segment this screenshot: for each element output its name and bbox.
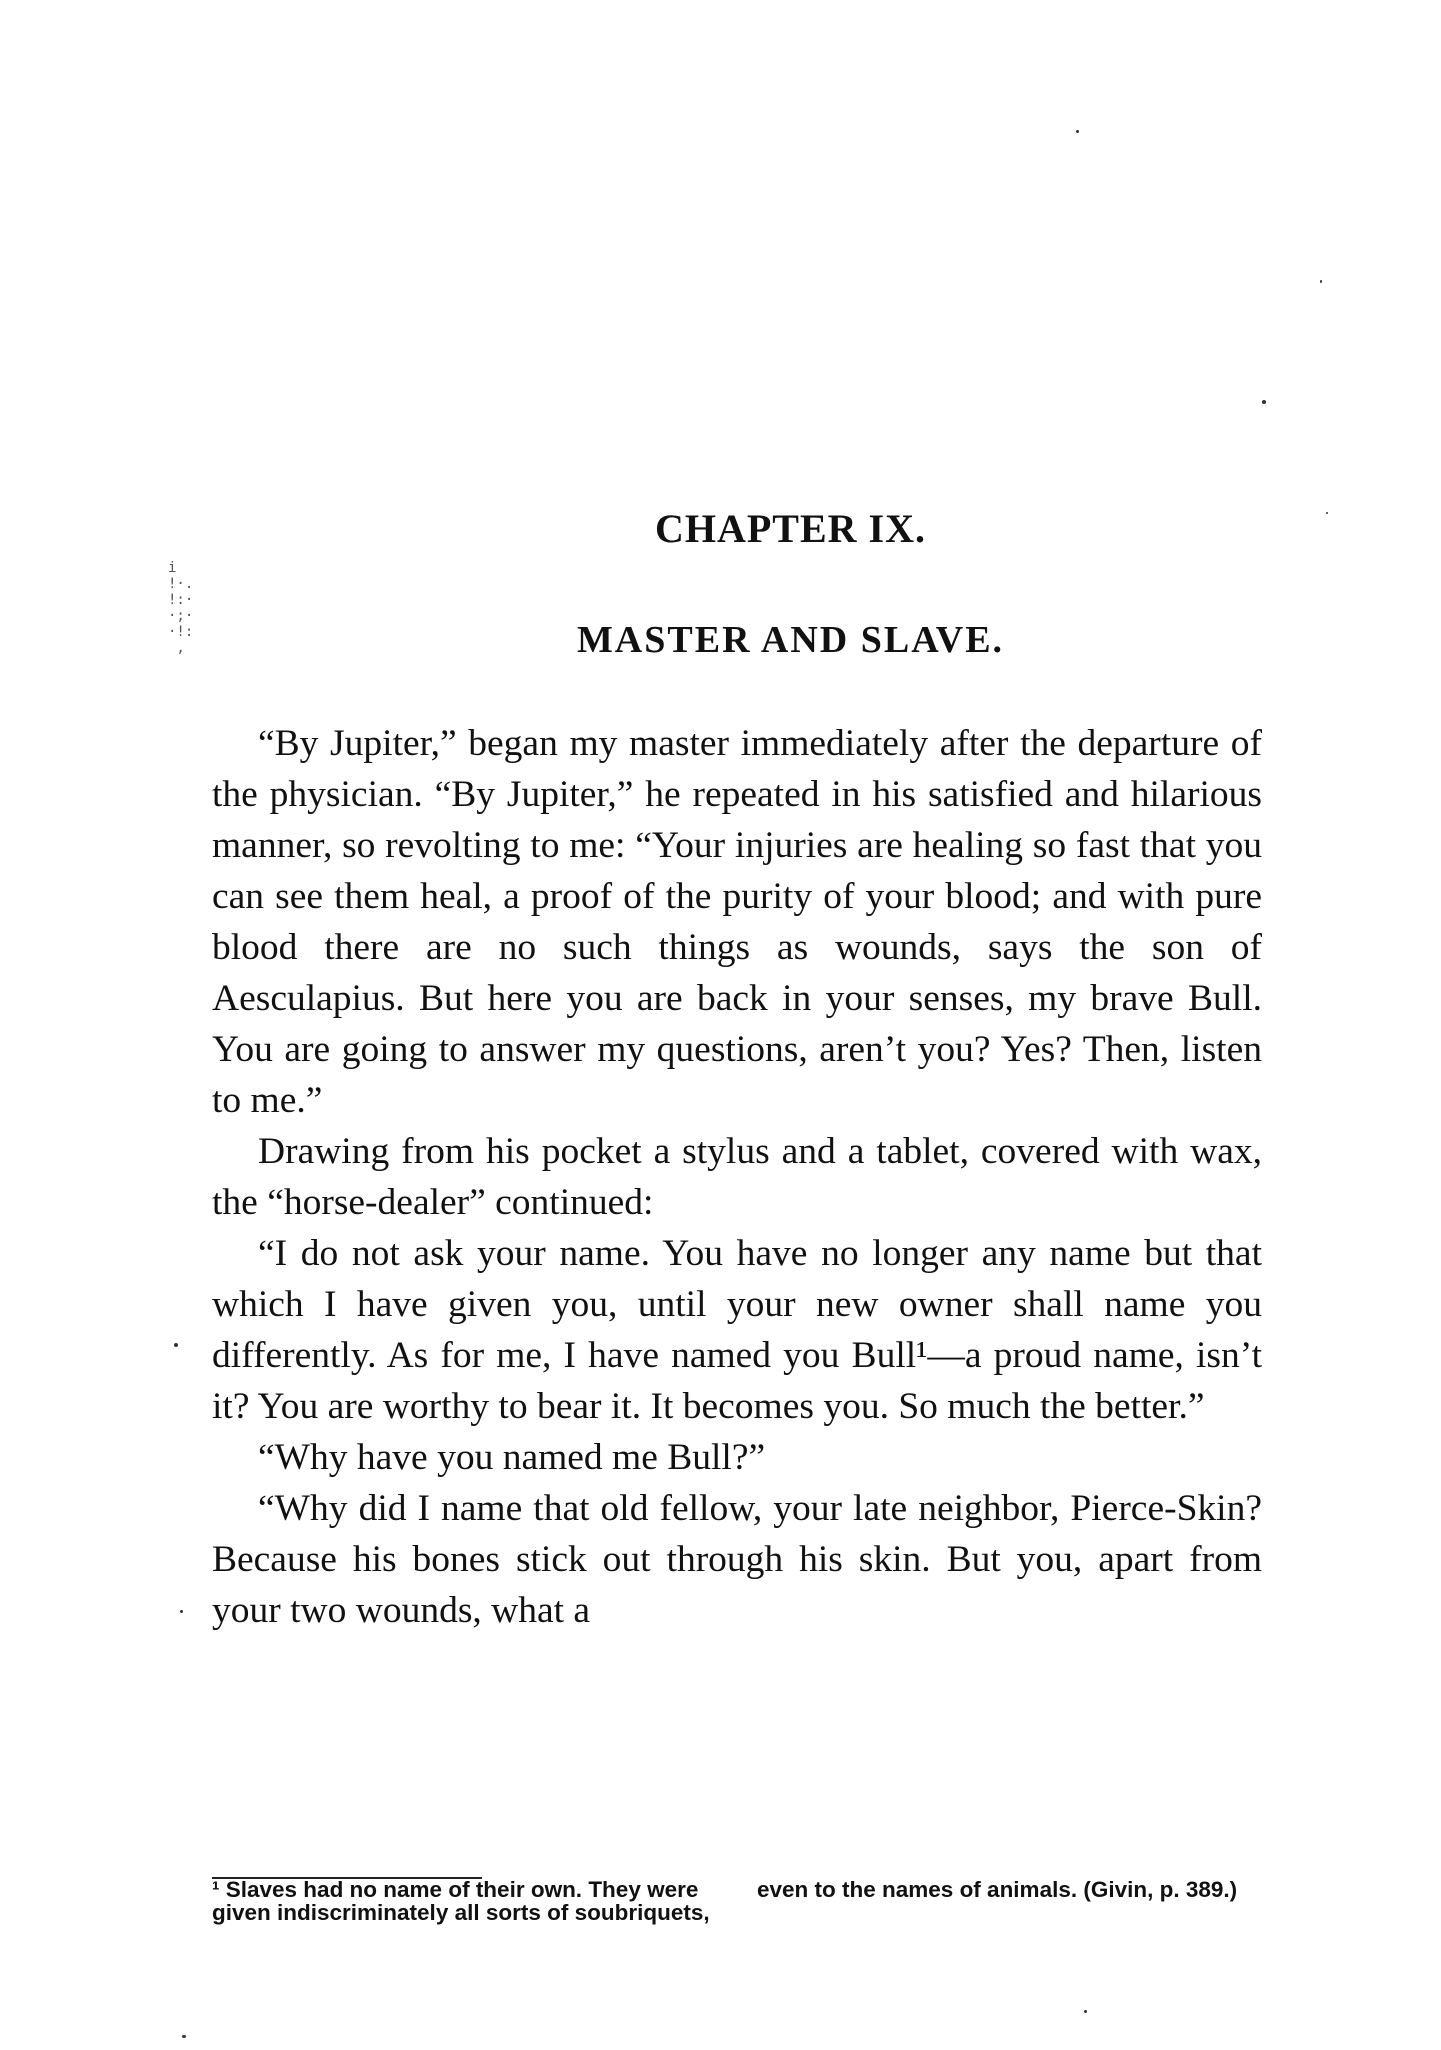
print-speck — [1320, 280, 1322, 283]
paragraph: “I do not ask your name. You have no longer any name but that which I have given you, until your new owner shall name you differently. As for me, I have named you Bull¹—a proud name, isn’t it? You are worthy to bear it. It becomes you. So much the better.” — [212, 1233, 1262, 1427]
print-speck — [1326, 512, 1328, 514]
print-speck — [1084, 2010, 1087, 2013]
print-speck — [1262, 400, 1266, 404]
margin-specks: i !·. !:· ·;· ·!: , — [168, 560, 194, 656]
footnote-text: ¹ Slaves had no name of their own. They were given indiscriminately all sorts of soubriquets, even to the names of animals. (Givin, p. 389.) — [212, 1877, 1238, 1925]
paragraph: “Why did I name that old fellow, your late neighbor, Pierce-Skin? Because his bones stick out through his skin. But you, apart from your two wounds, what a — [212, 1488, 1262, 1631]
paragraph: “Why have you named me Bull?” — [258, 1437, 766, 1478]
print-speck — [180, 1610, 183, 1613]
body-text — [212, 718, 1262, 1636]
footnote — [212, 1878, 1262, 1924]
paragraph: Drawing from his pocket a stylus and a tablet, covered with wax, the “horse-dealer” continued: — [212, 1131, 1262, 1223]
chapter-title: CHAPTER IX. — [654, 506, 927, 551]
chapter-subtitle: MASTER AND SLAVE. — [576, 619, 1005, 661]
print-speck — [1076, 130, 1079, 133]
print-speck — [182, 2035, 186, 2038]
print-speck — [174, 1343, 178, 1347]
paragraph: “By Jupiter,” began my master immediately after the departure of the physician. “By Jupiter,” he repeated in his satisfied and hilarious manner, so revolting to me: “Your injuries are healing so fast that you can see them heal, a proof of the purity of your blood; and with pure blood there are no such things as wounds, says the son of Aesculapius. But here you are back in your senses, my brave Bull. You are going to answer my questions, aren’t you? Yes? Then, listen to me.” — [212, 723, 1262, 1121]
